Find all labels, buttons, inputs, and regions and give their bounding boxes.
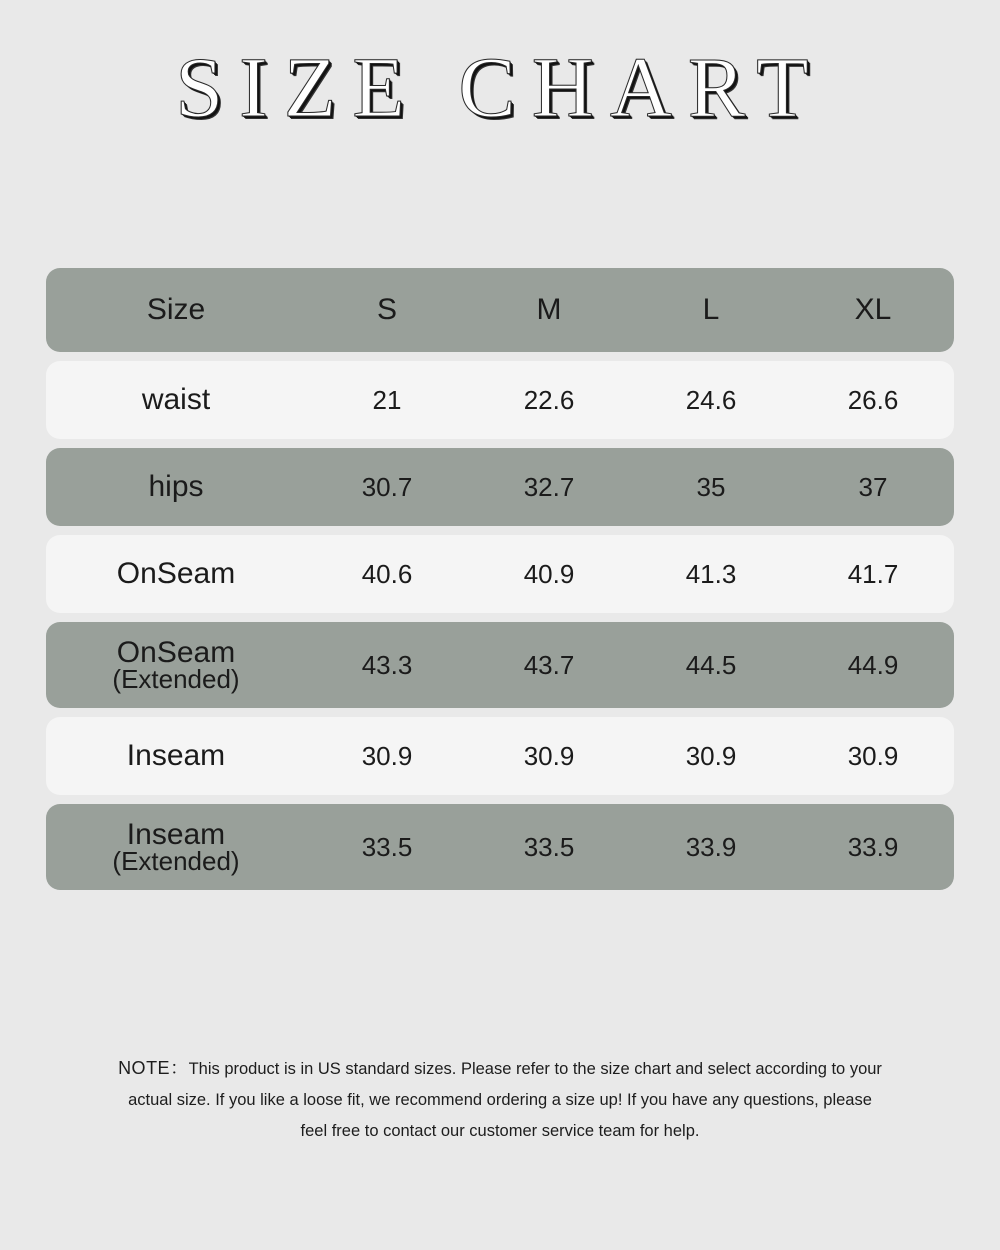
row-value-s: 21 <box>372 384 402 415</box>
table-row <box>46 717 954 795</box>
header-cell-m: M <box>536 293 562 326</box>
size-chart-table <box>46 268 954 899</box>
row-label: waist <box>141 383 211 417</box>
row-value-m: 32.7 <box>523 471 575 502</box>
row-value-s: 43.3 <box>361 649 413 680</box>
row-label <box>46 819 306 876</box>
row-label-main: OnSeam <box>116 635 236 669</box>
table-row <box>46 622 954 708</box>
page-title: SIZE CHART <box>175 39 825 135</box>
row-value-l: 44.5 <box>685 649 737 680</box>
note-line-3: feel free to contact our customer service team for help. <box>300 1121 700 1140</box>
note-line-1 <box>100 1052 900 1085</box>
row-value-m: 22.6 <box>523 384 575 415</box>
row-value-s: 33.5 <box>361 831 413 862</box>
row-value-l: 35 <box>696 471 726 502</box>
row-label-sub: (Extended) <box>112 846 240 877</box>
note-text-1: This product is in US standard sizes. Please refer to the size chart and select according to your <box>188 1060 882 1078</box>
row-value-l: 30.9 <box>685 740 737 771</box>
row-value-xl: 33.9 <box>847 831 899 862</box>
header-cell-size: Size <box>146 293 206 327</box>
note-lead: NOTE： <box>118 1058 189 1078</box>
row-value-m: 43.7 <box>523 649 575 680</box>
table-row <box>46 804 954 890</box>
row-value-xl: 41.7 <box>847 558 899 589</box>
row-value-m: 33.5 <box>523 831 575 862</box>
row-value-s: 30.7 <box>361 471 413 502</box>
table-row <box>46 535 954 613</box>
row-label: hips <box>148 470 204 504</box>
row-value-s: 40.6 <box>361 558 413 589</box>
row-value-xl: 30.9 <box>847 740 899 771</box>
row-label-main: Inseam <box>126 817 226 851</box>
row-label: Inseam <box>126 739 226 773</box>
row-value-m: 30.9 <box>523 740 575 771</box>
row-value-s: 30.9 <box>361 740 413 771</box>
row-value-xl: 26.6 <box>847 384 899 415</box>
note-block <box>100 1052 900 1146</box>
row-value-l: 24.6 <box>685 384 737 415</box>
header-cell-s: S <box>376 293 397 326</box>
row-label <box>46 637 306 694</box>
table-header-row <box>46 268 954 352</box>
row-value-l: 33.9 <box>685 831 737 862</box>
table-row <box>46 361 954 439</box>
row-value-xl: 44.9 <box>847 649 899 680</box>
header-cell-l: L <box>702 293 720 326</box>
header-cell-xl: XL <box>854 293 892 326</box>
row-value-m: 40.9 <box>523 558 575 589</box>
table-row <box>46 448 954 526</box>
row-label-sub: (Extended) <box>112 664 240 695</box>
row-label: OnSeam <box>116 557 236 591</box>
row-value-l: 41.3 <box>685 558 737 589</box>
note-line-2: actual size. If you like a loose fit, we recommend ordering a size up! If you have any questions, please <box>128 1091 872 1110</box>
row-value-xl: 37 <box>858 471 888 502</box>
